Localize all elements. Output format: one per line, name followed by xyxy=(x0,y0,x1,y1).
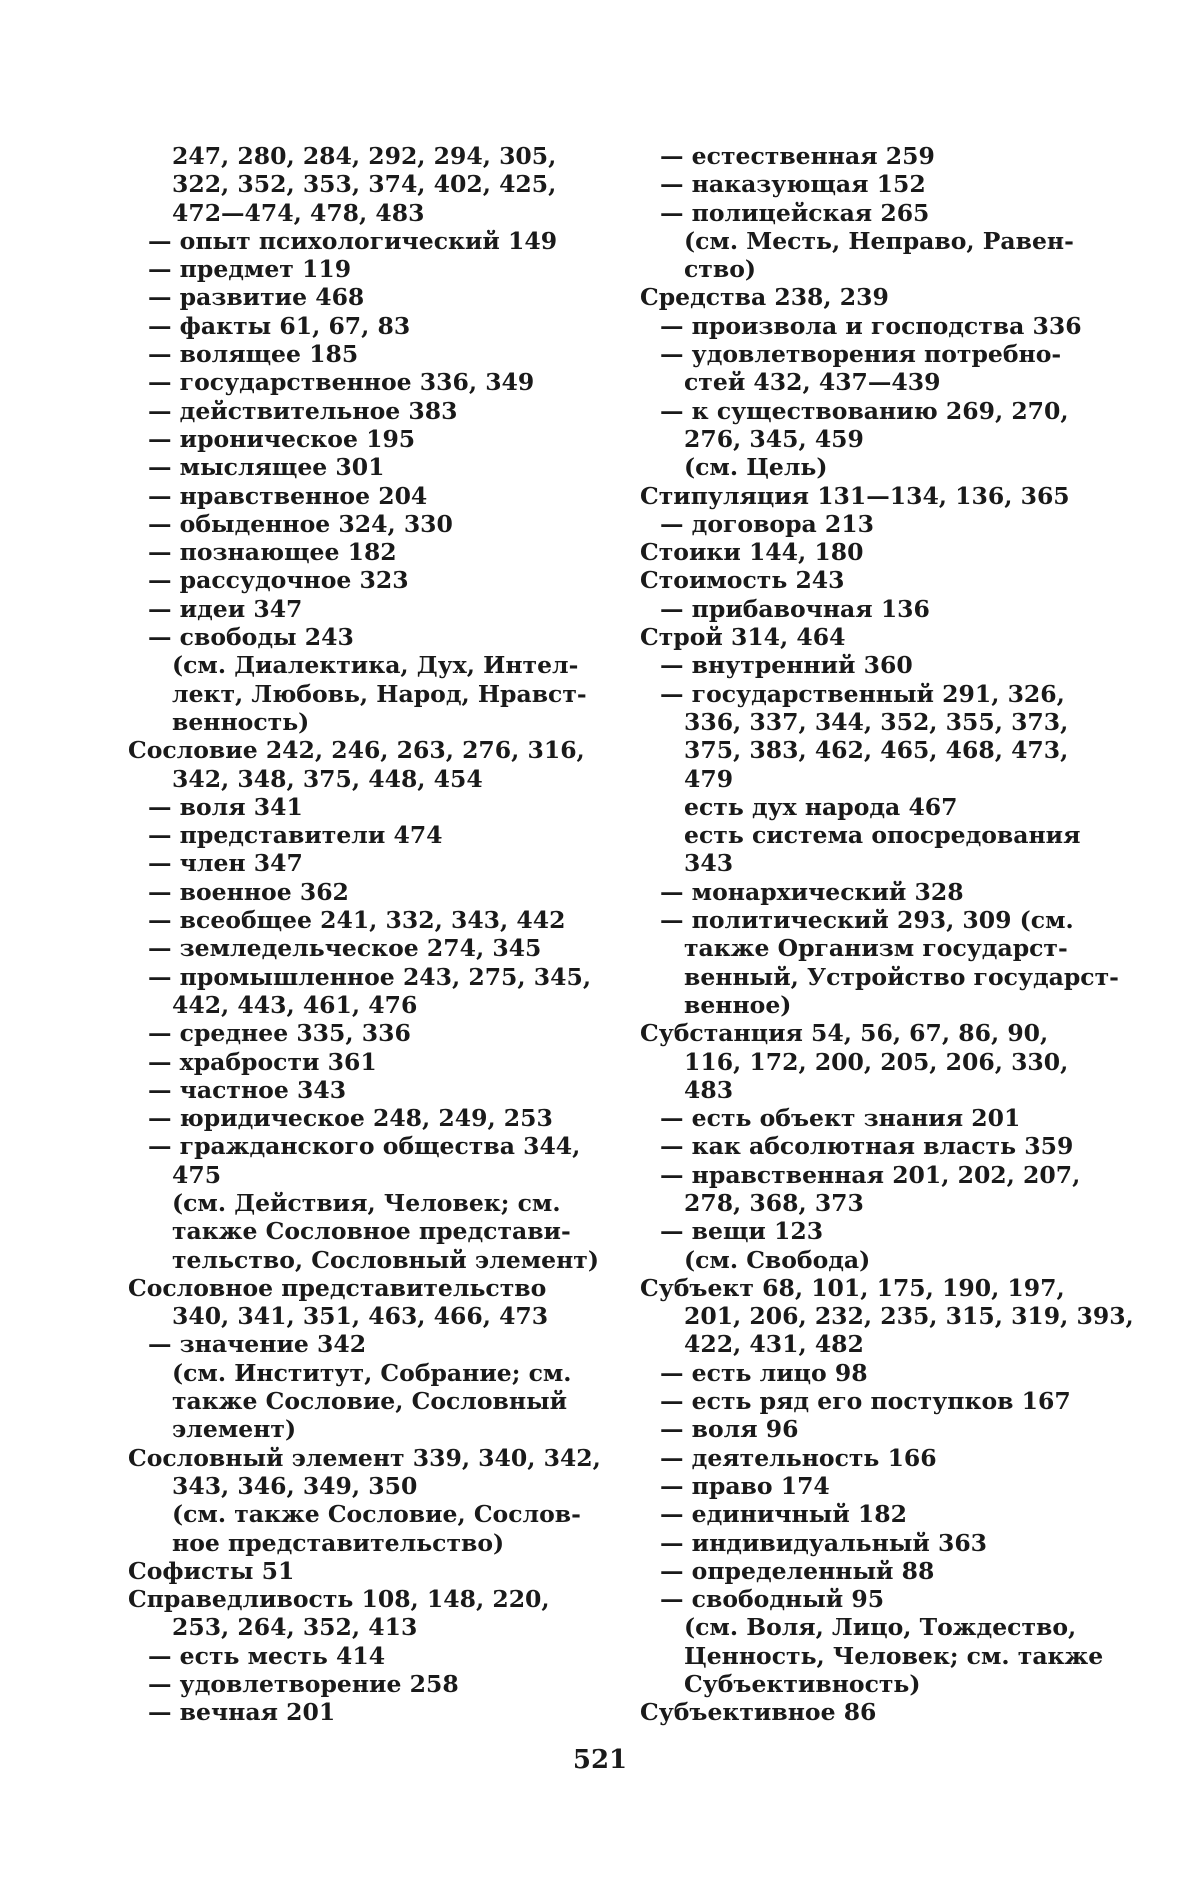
index-entry: Субъективное 86 xyxy=(640,1698,877,1727)
index-subentry: — вещи 123 xyxy=(660,1217,824,1246)
index-subentry: — частное 343 xyxy=(148,1075,347,1104)
index-subentry: — внутренний 360 xyxy=(660,651,913,680)
index-continuation: 343, 346, 349, 350 xyxy=(172,1471,418,1500)
index-continuation: есть система опосредования xyxy=(684,821,1081,850)
index-continuation: элемент) xyxy=(172,1415,297,1444)
index-continuation: тельство, Сословный элемент) xyxy=(172,1245,599,1274)
index-continuation: 340, 341, 351, 463, 466, 473 xyxy=(172,1302,549,1331)
index-continuation: 342, 348, 375, 448, 454 xyxy=(172,764,483,793)
index-continuation: (см. Воля, Лицо, Тождество, xyxy=(684,1613,1077,1642)
index-continuation: 276, 345, 459 xyxy=(684,424,864,453)
index-continuation: венное) xyxy=(684,990,792,1019)
index-continuation: 201, 206, 232, 235, 315, 319, 393, xyxy=(684,1302,1134,1331)
index-subentry: — рассудочное 323 xyxy=(148,566,409,595)
index-subentry: — есть месть 414 xyxy=(148,1641,386,1670)
index-subentry: — всеобщее 241, 332, 343, 442 xyxy=(148,906,566,935)
index-continuation: (см. Институт, Собрание; см. xyxy=(172,1358,572,1387)
index-subentry: — факты 61, 67, 83 xyxy=(148,311,411,340)
index-entry: Строй 314, 464 xyxy=(640,623,846,652)
index-continuation: венный, Устройство государст- xyxy=(684,962,1119,991)
page-number: 521 xyxy=(572,1745,628,1775)
index-column-left xyxy=(128,142,601,1727)
index-continuation: ное представительство) xyxy=(172,1528,505,1557)
index-continuation: 422, 431, 482 xyxy=(684,1330,864,1359)
index-subentry: — среднее 335, 336 xyxy=(148,1019,411,1048)
index-subentry: — определенный 88 xyxy=(660,1556,935,1585)
index-continuation: (см. Цель) xyxy=(684,453,828,482)
index-subentry: — нравственная 201, 202, 207, xyxy=(660,1160,1081,1189)
index-subentry: — удовлетворение 258 xyxy=(148,1670,459,1699)
index-subentry: — познающее 182 xyxy=(148,538,397,567)
index-subentry: — опыт психологический 149 xyxy=(148,226,558,255)
index-continuation: также Сословное представи- xyxy=(172,1217,571,1246)
index-subentry: — государственное 336, 349 xyxy=(148,368,535,397)
index-subentry: — юридическое 248, 249, 253 xyxy=(148,1104,553,1133)
index-column-right xyxy=(640,142,1134,1727)
index-subentry: — воля 96 xyxy=(660,1415,799,1444)
index-subentry: — волящее 185 xyxy=(148,340,359,369)
index-subentry: — удовлетворения потребно- xyxy=(660,340,1062,369)
index-entry: Сословный элемент 339, 340, 342, xyxy=(128,1443,601,1472)
index-subentry: — предмет 119 xyxy=(148,255,352,284)
index-subentry: — свободы 243 xyxy=(148,623,354,652)
index-subentry: — свободный 95 xyxy=(660,1585,885,1614)
index-subentry: — как абсолютная власть 359 xyxy=(660,1132,1074,1161)
index-continuation: есть дух народа 467 xyxy=(684,792,958,821)
index-continuation: 472—474, 478, 483 xyxy=(172,198,425,227)
index-subentry: — промышленное 243, 275, 345, xyxy=(148,962,592,991)
index-subentry: — индивидуальный 363 xyxy=(660,1528,988,1557)
index-subentry: — развитие 468 xyxy=(148,283,365,312)
index-subentry: — ироническое 195 xyxy=(148,424,416,453)
index-continuation: 375, 383, 462, 465, 468, 473, xyxy=(684,736,1069,765)
index-entry: Средства 238, 239 xyxy=(640,283,889,312)
index-subentry: — есть объект знания 201 xyxy=(660,1104,1021,1133)
index-subentry: — есть лицо 98 xyxy=(660,1358,868,1387)
index-subentry: — естественная 259 xyxy=(660,142,935,170)
index-subentry: — право 174 xyxy=(660,1471,830,1500)
index-continuation: Субъективность) xyxy=(684,1670,921,1699)
index-continuation: 479 xyxy=(684,764,734,793)
index-continuation: 442, 443, 461, 476 xyxy=(172,990,418,1019)
index-subentry: — есть ряд его поступков 167 xyxy=(660,1387,1071,1416)
index-subentry: — обыденное 324, 330 xyxy=(148,509,453,538)
index-entry: Софисты 51 xyxy=(128,1556,295,1585)
index-subentry: — вечная 201 xyxy=(148,1698,336,1727)
index-subentry: — значение 342 xyxy=(148,1330,367,1359)
index-subentry: — единичный 182 xyxy=(660,1500,907,1529)
index-continuation: 343 xyxy=(684,849,734,878)
index-subentry: — полицейская 265 xyxy=(660,198,930,227)
index-subentry: — член 347 xyxy=(148,849,303,878)
index-continuation: 336, 337, 344, 352, 355, 373, xyxy=(684,707,1069,736)
index-entry: Субстанция 54, 56, 67, 86, 90, xyxy=(640,1019,1049,1048)
index-entry: Стипуляция 131—134, 136, 365 xyxy=(640,481,1070,510)
index-continuation: 247, 280, 284, 292, 294, 305, xyxy=(172,142,557,170)
index-subentry: — политический 293, 309 (см. xyxy=(660,906,1074,935)
index-continuation: (см. Действия, Человек; см. xyxy=(172,1188,561,1217)
index-subentry: — представители 474 xyxy=(148,821,443,850)
index-subentry: — к существованию 269, 270, xyxy=(660,396,1069,425)
index-continuation: также Организм государст- xyxy=(684,934,1068,963)
index-subentry: — гражданского общества 344, xyxy=(148,1132,581,1161)
index-subentry: — прибавочная 136 xyxy=(660,594,930,623)
index-subentry: — монархический 328 xyxy=(660,877,964,906)
index-entry: Субъект 68, 101, 175, 190, 197, xyxy=(640,1273,1065,1302)
index-continuation: венность) xyxy=(172,707,310,736)
index-subentry: — нравственное 204 xyxy=(148,481,428,510)
index-continuation: ство) xyxy=(684,255,756,284)
index-continuation: 483 xyxy=(684,1075,734,1104)
index-continuation: (см. Диалектика, Дух, Интел- xyxy=(172,651,579,680)
index-continuation: (см. Месть, Неправо, Равен- xyxy=(684,226,1074,255)
index-continuation: 253, 264, 352, 413 xyxy=(172,1613,418,1642)
index-subentry: — храбрости 361 xyxy=(148,1047,377,1076)
index-subentry: — деятельность 166 xyxy=(660,1443,937,1472)
index-subentry: — земледельческое 274, 345 xyxy=(148,934,542,963)
index-continuation: 116, 172, 200, 205, 206, 330, xyxy=(684,1047,1069,1076)
index-continuation: 278, 368, 373 xyxy=(684,1188,864,1217)
index-continuation: лект, Любовь, Народ, Нравст- xyxy=(172,679,587,708)
index-entry: Стоимость 243 xyxy=(640,566,845,595)
index-entry: Стоики 144, 180 xyxy=(640,538,864,567)
index-subentry: — идеи 347 xyxy=(148,594,303,623)
index-continuation: (см. Свобода) xyxy=(684,1245,871,1274)
index-entry: Справедливость 108, 148, 220, xyxy=(128,1585,550,1614)
index-subentry: — государственный 291, 326, xyxy=(660,679,1065,708)
index-subentry: — договора 213 xyxy=(660,509,874,538)
index-continuation: Ценность, Человек; см. также xyxy=(684,1641,1104,1670)
index-entry: Сословное представительство xyxy=(128,1273,547,1302)
index-continuation: также Сословие, Сословный xyxy=(172,1387,568,1416)
index-subentry: — произвола и господства 336 xyxy=(660,311,1082,340)
index-continuation: 475 xyxy=(172,1160,222,1189)
index-subentry: — мыслящее 301 xyxy=(148,453,385,482)
index-subentry: — действительное 383 xyxy=(148,396,458,425)
index-entry: Сословие 242, 246, 263, 276, 316, xyxy=(128,736,585,765)
index-continuation: (см. также Сословие, Сослов- xyxy=(172,1500,581,1529)
index-continuation: стей 432, 437—439 xyxy=(684,368,941,397)
index-subentry: — воля 341 xyxy=(148,792,303,821)
index-subentry: — наказующая 152 xyxy=(660,170,926,199)
index-subentry: — военное 362 xyxy=(148,877,349,906)
index-continuation: 322, 352, 353, 374, 402, 425, xyxy=(172,170,557,199)
